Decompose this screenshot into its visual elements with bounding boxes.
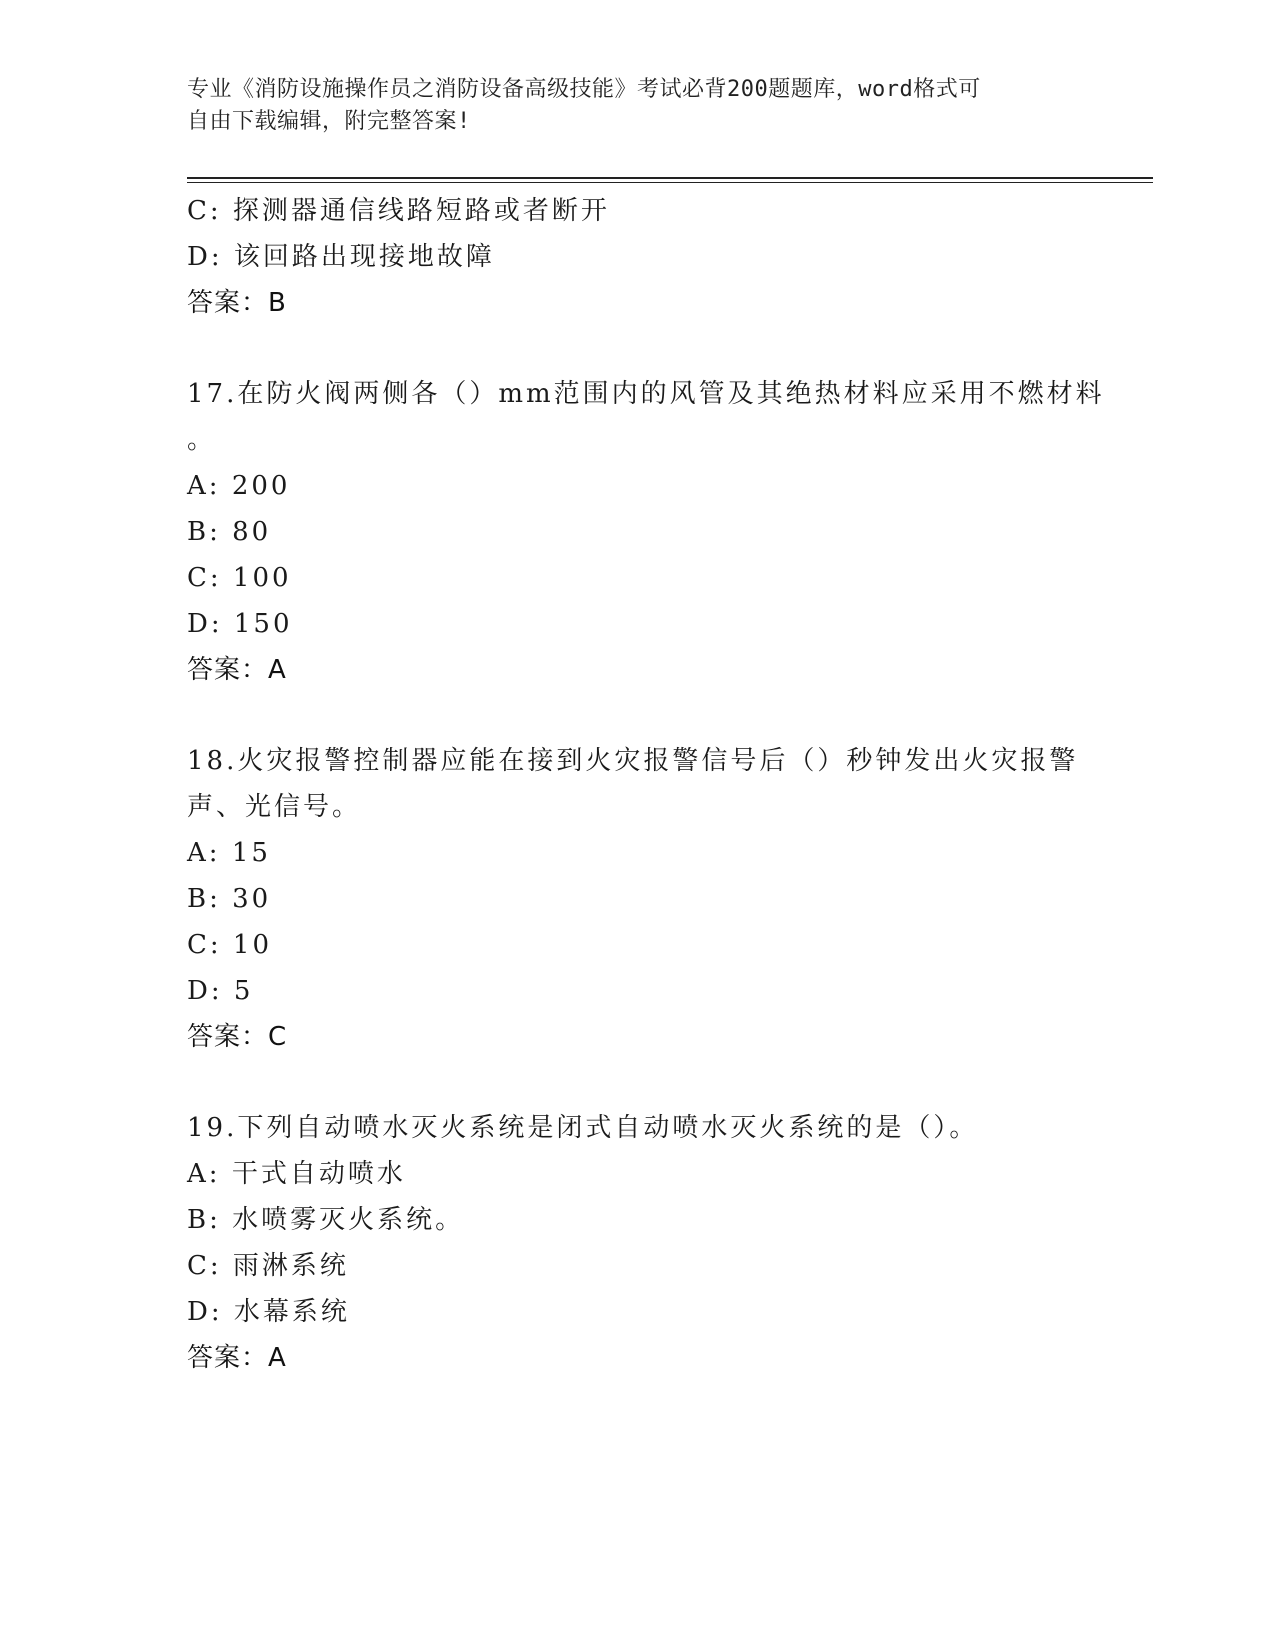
option-b <box>187 876 1107 922</box>
option-label: C: <box>187 1251 222 1281</box>
header-line-1: 专业《消防设施操作员之消防设备高级技能》考试必背200题题库，word格式可 <box>187 77 981 102</box>
header-line-2: 自由下载编辑，附完整答案! <box>187 109 471 134</box>
option-d <box>187 601 1107 647</box>
document-header <box>187 74 1087 138</box>
question-18 <box>187 738 1107 1060</box>
option-a <box>187 463 1107 509</box>
question-19 <box>187 1105 1107 1381</box>
question-16-continued <box>187 188 1107 326</box>
question-list <box>187 188 1107 1381</box>
option-label: C: <box>187 196 222 226</box>
option-text: 100 <box>232 563 292 593</box>
header-divider-thin <box>187 182 1153 183</box>
option-label: B: <box>187 517 221 547</box>
answer-line: 答案：B <box>187 288 287 318</box>
option-text: 干式自动喷水 <box>231 1159 406 1189</box>
option-b <box>187 509 1107 555</box>
question-stem: 17.在防火阀两侧各（）mm范围内的风管及其绝热材料应采用不燃材料 <box>187 379 1105 409</box>
option-text: 10 <box>232 930 273 960</box>
option-text: 30 <box>232 884 272 914</box>
option-label: D: <box>187 242 223 272</box>
option-label: D: <box>187 609 223 639</box>
question-17 <box>187 371 1107 693</box>
header-divider-thick <box>187 177 1153 179</box>
option-d <box>187 1289 1107 1335</box>
option-text: 水喷雾灭火系统。 <box>232 1205 465 1235</box>
option-text: 80 <box>232 517 272 547</box>
option-label: A: <box>187 471 221 501</box>
answer-line: 答案：A <box>187 655 287 685</box>
option-text: 15 <box>231 838 271 868</box>
option-text: 200 <box>231 471 291 501</box>
question-stem: 19.下列自动喷水灭火系统是闭式自动喷水灭火系统的是（）。 <box>187 1113 979 1143</box>
option-text: 探测器通信线路短路或者断开 <box>232 196 610 226</box>
option-c <box>187 555 1107 601</box>
option-text: 5 <box>233 976 254 1006</box>
option-text: 水幕系统 <box>233 1297 350 1327</box>
option-c <box>187 922 1107 968</box>
option-b <box>187 1197 1107 1243</box>
option-text: 150 <box>233 609 293 639</box>
option-label: C: <box>187 563 222 593</box>
option-label: D: <box>187 976 223 1006</box>
option-c <box>187 1243 1107 1289</box>
question-stem-continued: 。 <box>187 425 217 455</box>
option-d <box>187 234 1107 280</box>
option-c <box>187 188 1107 234</box>
option-label: A: <box>187 838 221 868</box>
option-a <box>187 830 1107 876</box>
option-d <box>187 968 1107 1014</box>
option-label: B: <box>187 884 221 914</box>
option-label: D: <box>187 1297 223 1327</box>
answer-line: 答案：C <box>187 1022 288 1052</box>
option-a <box>187 1151 1107 1197</box>
question-stem: 18.火灾报警控制器应能在接到火灾报警信号后（）秒钟发出火灾报警 <box>187 746 1079 776</box>
answer-line: 答案：A <box>187 1343 287 1373</box>
option-label: B: <box>187 1205 221 1235</box>
option-text: 雨淋系统 <box>232 1251 349 1281</box>
question-stem-continued: 声、光信号。 <box>187 792 362 822</box>
option-label: C: <box>187 930 222 960</box>
option-label: A: <box>187 1159 221 1189</box>
option-text: 该回路出现接地故障 <box>233 242 495 272</box>
